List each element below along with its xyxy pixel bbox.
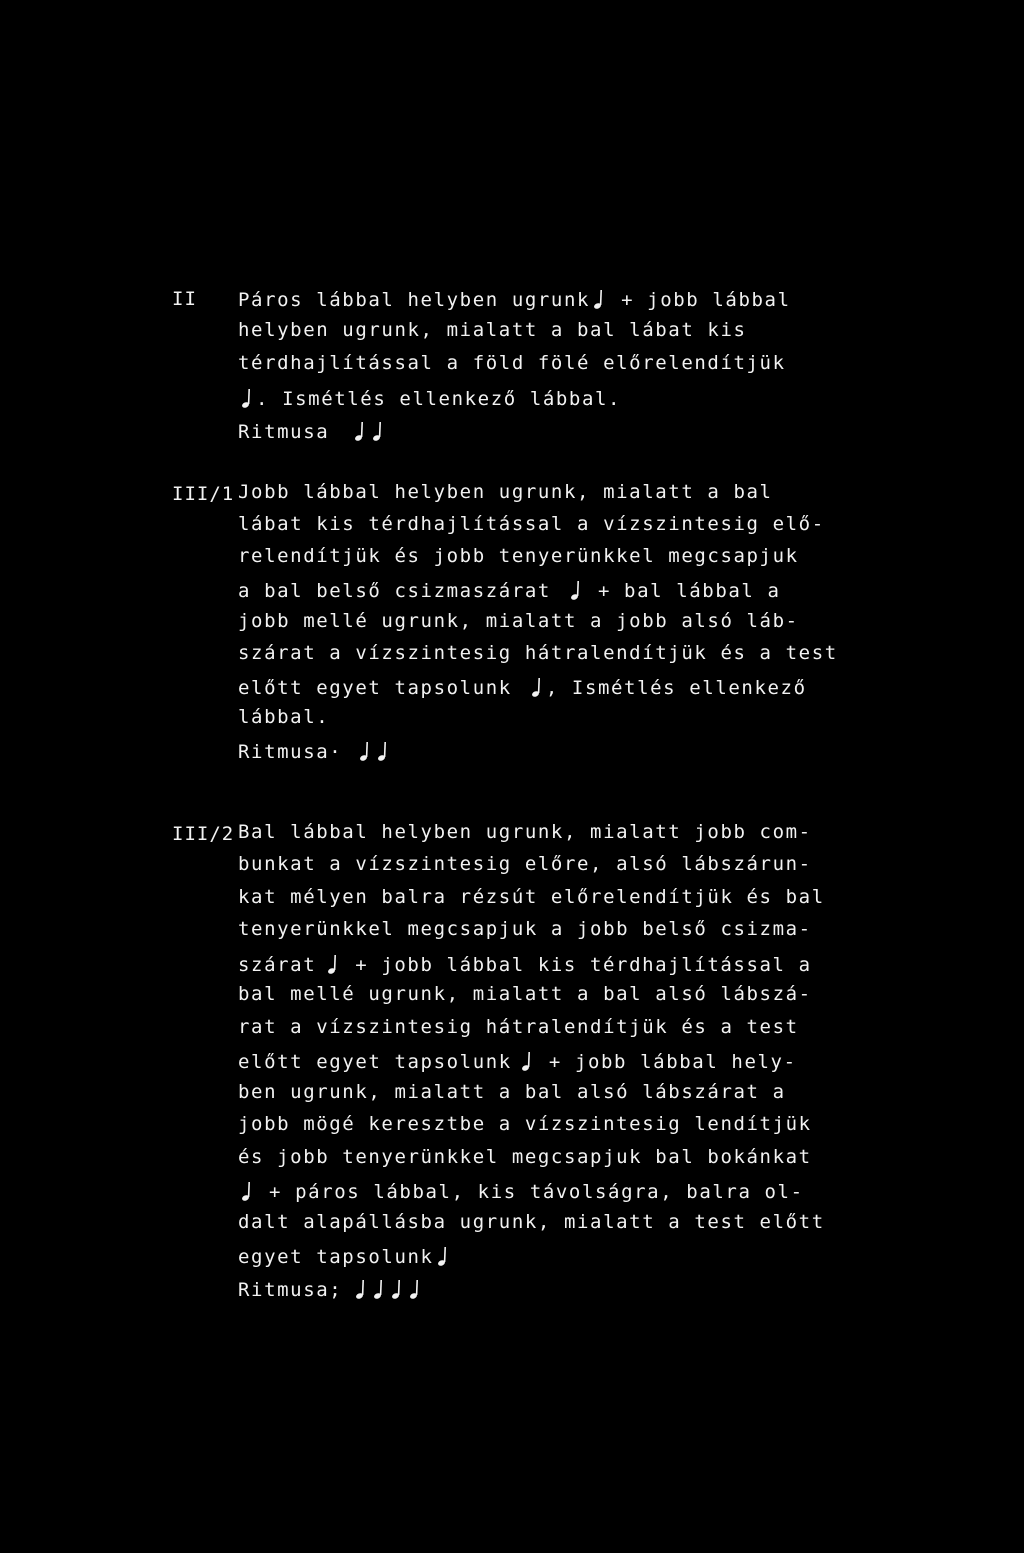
quarter-note-icon (372, 420, 384, 442)
quarter-note-icon (409, 1278, 421, 1300)
text-line: előtt egyet tapsolunk + jobb lábbal hely- (238, 1051, 797, 1073)
text-line: térdhajlítással a föld fölé előrelendítjük (238, 352, 786, 374)
rhythm-line: Ritmusa· (238, 740, 392, 762)
text-line: rat a vízszintesig hátralendítjük és a test (238, 1016, 799, 1038)
quarter-note-icon (377, 740, 389, 762)
quarter-note-icon (359, 740, 371, 762)
section-number: III/1 (172, 483, 235, 505)
quarter-note-icon (241, 387, 253, 409)
text-line: jobb mellé ugrunk, mialatt a jobb alsó láb- (238, 610, 799, 632)
text-line: egyet tapsolunk (238, 1245, 452, 1267)
text-line: jobb mögé keresztbe a vízszintesig lendítjük (238, 1113, 812, 1135)
quarter-note-icon (521, 1050, 533, 1072)
quarter-note-icon (241, 1180, 253, 1202)
text-line: bunkat a vízszintesig előre, alsó lábszárun- (238, 853, 812, 875)
text-line: lábat kis térdhajlítással a vízszintesig elő- (238, 513, 825, 535)
text-line: + páros lábbal, kis távolságra, balra ol- (238, 1180, 804, 1202)
section-number: II (172, 288, 197, 310)
quarter-note-icon (593, 288, 605, 310)
quarter-note-icon (327, 953, 339, 975)
text-line: Jobb lábbal helyben ugrunk, mialatt a bal (238, 481, 773, 503)
text-line: . Ismétlés ellenkező lábbal. (238, 387, 621, 409)
text-line: ben ugrunk, mialatt a bal alsó lábszárat a (238, 1081, 786, 1103)
quarter-note-icon (570, 579, 582, 601)
text-line: bal mellé ugrunk, mialatt a bal alsó lábszá- (238, 983, 812, 1005)
text-line: lábbal. (238, 706, 330, 728)
text-line: Bal lábbal helyben ugrunk, mialatt jobb com- (238, 821, 812, 843)
section-number: III/2 (172, 823, 235, 845)
text-line: és jobb tenyerünkkel megcsapjuk bal bokánkat (238, 1146, 812, 1168)
text-line: tenyerünkkel megcsapjuk a jobb belső csizma- (238, 918, 812, 940)
quarter-note-icon (531, 676, 543, 698)
quarter-note-icon (373, 1278, 385, 1300)
text-line: helyben ugrunk, mialatt a bal lábat kis (238, 319, 747, 341)
text-line: relendítjük és jobb tenyerünkkel megcsapjuk (238, 545, 799, 567)
text-line: szárat a vízszintesig hátralendítjük és a test (238, 642, 838, 664)
quarter-note-icon (437, 1245, 449, 1267)
quarter-note-icon (354, 420, 366, 442)
text-line: dalt alapállásba ugrunk, mialatt a test előtt (238, 1211, 825, 1233)
text-line: Páros lábbal helyben ugrunk + jobb lábbal (238, 289, 791, 311)
text-line: kat mélyen balra rézsút előrelendítjük és bal (238, 886, 825, 908)
quarter-note-icon (355, 1278, 367, 1300)
text-line: előtt egyet tapsolunk , Ismétlés ellenkező (238, 677, 807, 699)
rhythm-line: Ritmusa; (238, 1278, 424, 1300)
rhythm-line: Ritmusa (238, 420, 387, 442)
text-line: szárat + jobb lábbal kis térdhajlítással a (238, 954, 812, 976)
quarter-note-icon (391, 1278, 403, 1300)
text-line: a bal belső csizmaszárat + bal lábbal a (238, 580, 781, 602)
